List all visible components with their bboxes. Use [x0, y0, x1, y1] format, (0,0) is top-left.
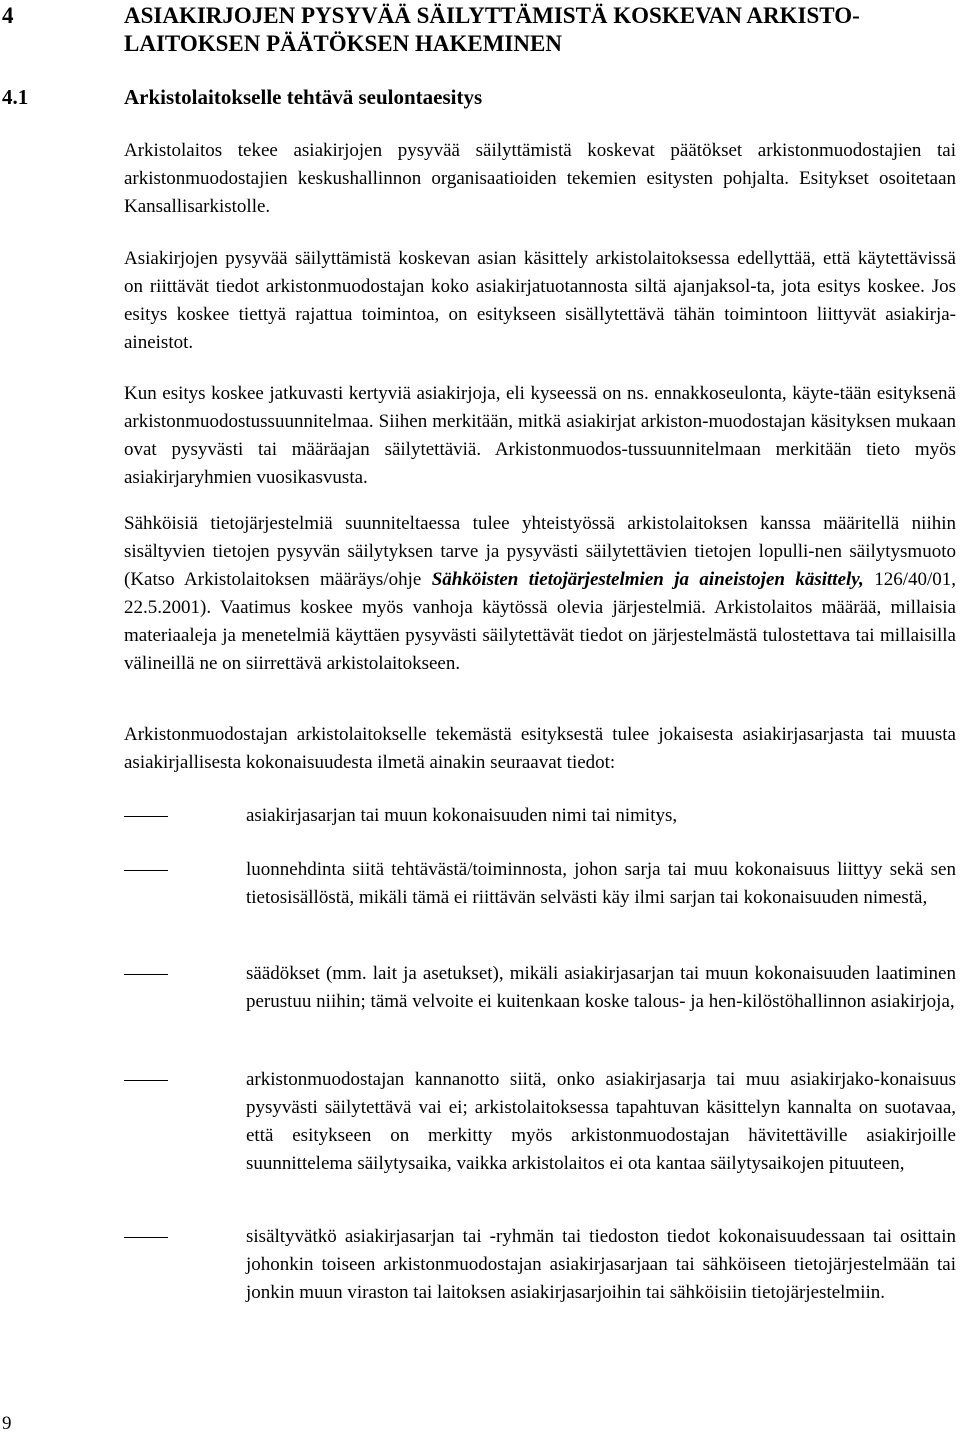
paragraph-4 — [124, 510, 956, 678]
paragraph-4-text-a: Sähköisiä tietojärjestelmiä suunniteltaessa tulee yhteistyössä arkistolaitoksen kanssa määritellä niihin sisältyvien tietojen pysyvän säilytyksen tarve ja pysyvästi säilytettävien tietojen lopulli-nen säilytysmuoto (Katso Arkistolaitoksen määräys/ohje — [124, 513, 956, 590]
paragraph-4-title-reference: Sähköisten tietojärjestelmien ja aineistojen käsittely, — [431, 569, 864, 590]
list-item-text: arkistonmuodostajan kannanotto siitä, onko asiakirjasarja tai muu asiakirjako-konaisuus pysyvästi säilytettävä vai ei; arkistolaitoksessa tapahtuvan käsittelyn kannalta on suotavaa, että esitykseen on merkitty myös arkistonmuodostajan hävitettäville asiakirjoille suunnittelema säilytysaika, vaikka arkistolaitos ei ota kantaa säilytysaikojen pituuteen, — [246, 1069, 956, 1174]
chapter-number: 4 — [2, 3, 14, 28]
section-title: Arkistolaitokselle tehtävä seulontaesitys — [124, 85, 483, 109]
paragraph-4-text-b: 126/40/01, 22.5.2001). Vaatimus koskee myös vanhoja käytössä olevia järjestelmiä. Arkistolaitos määrää, millaisia materiaaleja ja menetelmiä käyttäen pysyvästi säilytettävät tiedot on järjestelmästä tulostettava tai millaisilla välineillä ne on siirrettävä arkistolaitokseen. — [124, 569, 957, 674]
list-item-text: sisältyvätkö asiakirjasarjan tai -ryhmän tai tiedoston tiedot kokonaisuudessaan tai osittain johonkin toiseen arkistonmuodostajan asiakirjasarjaan tai sähköiseen tietojärjestelmään tai jonkin muun viraston tai laitoksen asiakirjasarjoihin tai sähköisiin tietojärjestelmiin. — [246, 1226, 956, 1303]
paragraph-5: Arkistonmuodostajan arkistolaitokselle tekemästä esityksestä tulee jokaisesta asiakirjasarjasta tai muusta asiakirjallisesta kokonaisuudesta ilmetä ainakin seuraavat tiedot: — [124, 724, 956, 773]
page-number: 9 — [2, 1413, 12, 1434]
paragraph-3: Kun esitys koskee jatkuvasti kertyviä asiakirjoja, eli kyseessä on ns. ennakkoseulonta, käyte-tään esityksenä arkistonmuodostussuunnitelmaa. Siihen merkitään, mitkä asiakirjat arkiston-muodostajan käsityksen mukaan ovat pysyvästi tai määräajan säilytettäviä. Arkistonmuodos-tussuunnitelmaan merkitään tieto myös asiakirjaryhmien vuosikasvusta. — [124, 383, 956, 488]
list-item-text: asiakirjasarjan tai muun kokonaisuuden nimi tai nimitys, — [246, 805, 678, 826]
paragraph-2: Asiakirjojen pysyvää säilyttämistä koskevan asian käsittely arkistolaitoksessa edellyttää, että käytettävissä on riittävät tiedot arkistonmuodostajan koko asiakirjatuotannosta siltä ajanjaksol-ta, jota esitys koskee. Jos esitys koskee tiettyä rajattua toimintoa, on esitykseen sisällytettävä tähän toimintoon liittyvät asiakirja-aineistot. — [124, 248, 956, 353]
chapter-title: ASIAKIRJOJEN PYSYVÄÄ SÄILYTTÄMISTÄ KOSKEVAN ARKISTO-LAITOKSEN PÄÄTÖKSEN HAKEMINEN — [124, 3, 860, 56]
list-item-text: säädökset (mm. lait ja asetukset), mikäli asiakirjasarjan tai muun kokonaisuuden laatiminen perustuu niihin; tämä velvoite ei kuitenkaan koske talous- ja hen-kilöstöhallinnon asiakirjoja, — [246, 963, 956, 1012]
list-item-text: luonnehdinta siitä tehtävästä/toiminnosta, johon sarja tai muu kokonaisuus liittyy sekä sen tietosisällöstä, mikäli tämä ei riittävän selvästi käy ilmi sarjan tai kokonaisuuden nimestä, — [246, 859, 956, 908]
paragraph-1: Arkistolaitos tekee asiakirjojen pysyvää säilyttämistä koskevat päätökset arkistonmuodostajien tai arkistonmuodostajien keskushallinnon organisaatioiden tekemien esitysten pohjalta. Esitykset osoitetaan Kansallisarkistolle. — [124, 140, 956, 217]
section-number: 4.1 — [2, 85, 29, 109]
